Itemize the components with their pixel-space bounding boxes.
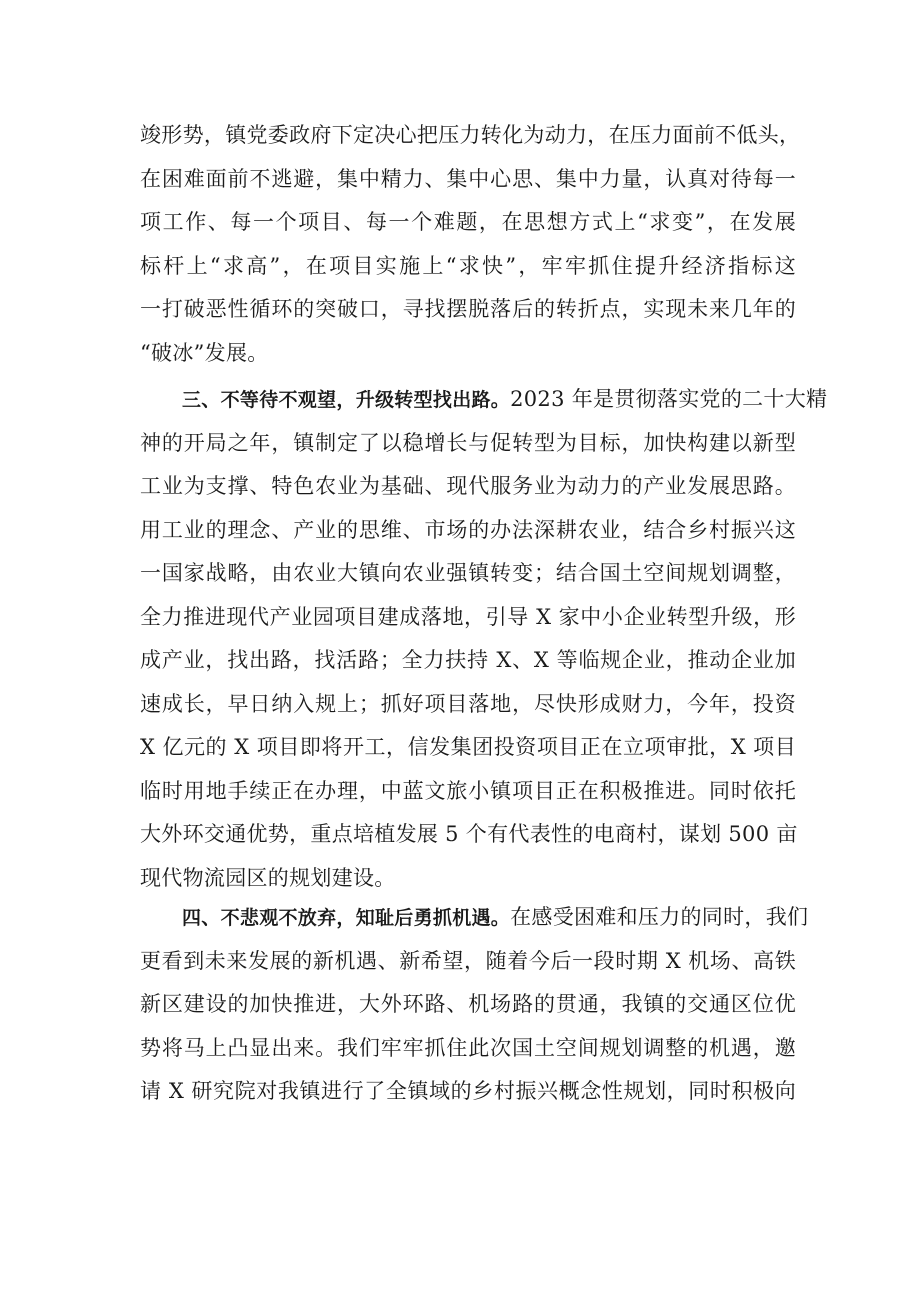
paragraph-line: 用工业的理念、产业的思维、市场的办法深耕农业，结合乡村振兴这 xyxy=(140,517,796,542)
paragraph-line: 新区建设的加快推进，大外环路、机场路的贯通，我镇的交通区位优 xyxy=(140,992,796,1016)
section-heading: 三、不等待不观望，升级转型找出路。 xyxy=(182,389,511,411)
paragraph-line: 在困难面前不逃避，集中精力、集中心思、集中力量，认真对待每一 xyxy=(140,166,796,191)
section-heading: 四、不悲观不放弃，知耻后勇抓机遇。 xyxy=(182,907,511,929)
paragraph-line: 标杆上“求高”，在项目实施上“求快”，牢牢抓住提升经济指标这 xyxy=(140,253,796,278)
paragraph-line: 势将马上凸显出来。我们牢牢抓住此次国土空间规划调整的机遇，邀 xyxy=(140,1035,796,1060)
paragraph-line: 一打破恶性循环的突破口，寻找摆脱落后的转折点，实现未来几年的 xyxy=(140,297,796,321)
paragraph-line: 工业为支撑、特色农业为基础、现代服务业为动力的产业发展思路。 xyxy=(140,474,796,498)
paragraph-3 xyxy=(140,896,809,1114)
paragraph-line: 项工作、每一个项目、每一个难题，在思想方式上“求变”，在发展 xyxy=(140,210,796,234)
paragraph-line-text: 在感受困难和压力的同时，我们 xyxy=(510,905,809,929)
paragraph-1 xyxy=(140,114,801,375)
paragraph-line: 一国家战略，由农业大镇向农业强镇转变；结合国土空间规划调整， xyxy=(140,561,796,585)
paragraph-line-text: 2023 年是贯彻落实党的二十大精 xyxy=(510,387,828,411)
paragraph-2 xyxy=(140,378,828,900)
paragraph-line: X 亿元的 X 项目即将开工，信发集团投资项目正在立项审批，X 项目 xyxy=(140,735,796,759)
paragraph-line: 竣形势，镇党委政府下定决心把压力转化为动力，在压力面前不低头， xyxy=(140,123,801,147)
paragraph-line: 成产业，找出路，找活路；全力扶持 X、X 等临规企业，推动企业加 xyxy=(140,648,796,672)
paragraph-line: “破冰”发展。 xyxy=(140,340,269,365)
paragraph-line: 速成长，早日纳入规上；抓好项目落地，尽快形成财力，今年，投资 xyxy=(140,691,796,716)
paragraph-first-line xyxy=(140,896,809,940)
paragraph-line: 更看到未来发展的新机遇、新希望，随着今后一段时期 X 机场、高铁 xyxy=(140,948,796,973)
paragraph-line: 临时用地手续正在办理，中蓝文旅小镇项目正在积极推进。同时依托 xyxy=(140,778,796,803)
paragraph-line: 大外环交通优势，重点培植发展 5 个有代表性的电商村，谋划 500 亩 xyxy=(140,822,798,846)
paragraph-line: 请 X 研究院对我镇进行了全镇域的乡村振兴概念性规划，同时积极向 xyxy=(140,1079,796,1103)
paragraph-first-line xyxy=(140,378,828,422)
paragraph-line: 全力推进现代产业园项目建成落地，引导 X 家中小企业转型升级，形 xyxy=(140,604,796,629)
paragraph-line: 神的开局之年，镇制定了以稳增长与促转型为目标，加快构建以新型 xyxy=(140,430,796,455)
paragraph-line: 现代物流园区的规划建设。 xyxy=(140,865,396,890)
